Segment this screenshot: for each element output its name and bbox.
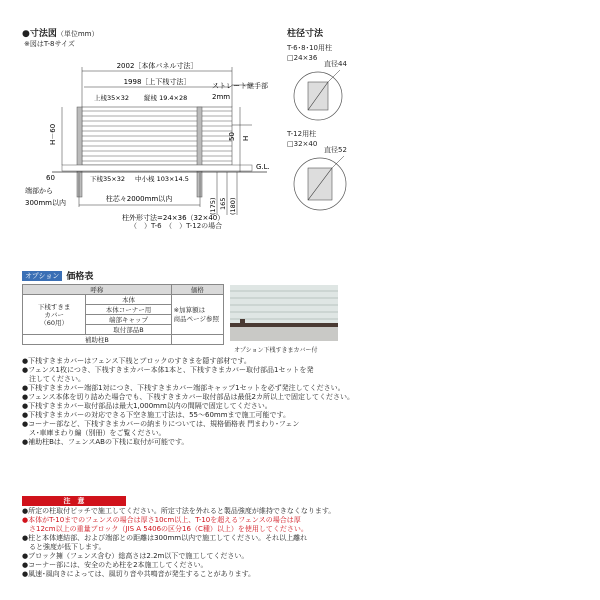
post-pitch-label: 柱芯々2000mm以内 bbox=[105, 195, 173, 203]
dim-175: (175) bbox=[209, 197, 217, 215]
list-item: ●柱と本体連結部、および端部との距離は300mm以内で施工してください。それ以上離れ bbox=[22, 534, 308, 542]
post-1-diagram bbox=[290, 66, 350, 126]
lower-rail-spec: 下桟35×32 bbox=[90, 175, 125, 183]
row-name: 本体コーナー用 bbox=[86, 305, 171, 315]
fence-dimension-drawing bbox=[22, 55, 282, 230]
list-item: ●風速･風向きによっては、風切り音や共鳴音が発生することがあります。 bbox=[22, 570, 256, 578]
list-item: ●補助柱Bは、フェンスABの下桟に取付が可能です。 bbox=[22, 438, 189, 446]
post-1-size: □24×36 bbox=[287, 54, 318, 62]
col-name-header: 呼称 bbox=[23, 285, 172, 295]
row-name: 取付部品B bbox=[86, 325, 171, 335]
dim-180: (180) bbox=[229, 197, 237, 215]
list-item: ●コーナー部など、下桟すきまカバーの納まりについては、規格価格表 門まわり･フェン bbox=[22, 420, 300, 428]
list-item: 注してください。 bbox=[22, 375, 85, 383]
price-note-line-2: 商品ページ参照 bbox=[173, 314, 219, 323]
dim-50: 50 bbox=[228, 132, 236, 141]
row-name: 本体 bbox=[86, 295, 171, 305]
fence-panel bbox=[82, 107, 232, 165]
row-name: 端部キャップ bbox=[86, 315, 171, 325]
list-item: ●コーナー部には、安全のため柱を2本施工してください。 bbox=[22, 561, 208, 569]
dim-165: 165 bbox=[219, 197, 227, 210]
list-item: ●下桟すきまカバーはフェンス下桟とブロックのすきまを隠す部材です。 bbox=[22, 357, 251, 365]
end-distance-label-2: 300mm以内 bbox=[25, 199, 66, 207]
list-item: ●下桟すきまカバー端部1対につき、下桟すきまカバー端部キャップ1セットを必ず発注してください。 bbox=[22, 384, 345, 392]
gl-label: G.L. bbox=[256, 163, 270, 171]
post-1-label: T-6･8･10用柱 bbox=[287, 44, 332, 52]
post-2-size: □32×40 bbox=[287, 140, 318, 148]
list-item: ●本体がT-10までのフェンスの場合は厚さ10cm以上、T-10を超えるフェンスの場合は厚 bbox=[22, 516, 301, 524]
list-item: さ12cm以上の重量ブロック（JIS A 5406の区分16（C種）以上）を使用してください。 bbox=[22, 525, 308, 533]
group-label-line-3: （60用） bbox=[40, 318, 69, 327]
row-name: 補助柱B bbox=[23, 335, 172, 345]
fence-post-right bbox=[197, 107, 202, 197]
price-note-cell bbox=[171, 295, 223, 335]
list-item: ●フェンス1枚につき、下桟すきまカバー本体1本と、下桟すきまカバー取付部品1セットを発 bbox=[22, 366, 314, 374]
fence-post-left bbox=[77, 107, 82, 197]
table-row bbox=[23, 295, 224, 305]
caution-list bbox=[22, 507, 335, 579]
mid-post-spec: 中小桟 103×14.5 bbox=[135, 175, 189, 183]
joint-label: ストレート継手部 bbox=[212, 82, 268, 90]
unit-text: （単位mm） bbox=[56, 30, 99, 38]
title-text: ●寸法図 bbox=[22, 29, 57, 39]
dim-h: H bbox=[242, 135, 250, 141]
product-photo bbox=[230, 285, 338, 341]
post-outer-label-1: 柱外形寸法=24×36（32×40） bbox=[122, 214, 225, 222]
post-outer-label-2: （ ）T-6 （ ）T-12の場合 bbox=[130, 222, 223, 230]
empty-price-cell bbox=[171, 335, 223, 345]
height-minus-60: H－60 bbox=[49, 123, 57, 145]
vertical-rail-spec: 縦桟 19.4×28 bbox=[144, 94, 188, 102]
group-label-cell bbox=[23, 295, 86, 335]
caution-title: 注 意 bbox=[22, 496, 126, 506]
list-item: ス･車庫まわり編（別冊）をご覧ください。 bbox=[22, 429, 166, 437]
option-header bbox=[22, 269, 93, 282]
list-item: ると強度が低下します。 bbox=[22, 543, 106, 551]
block-wall bbox=[62, 165, 252, 171]
table-header-row bbox=[23, 285, 224, 295]
price-table bbox=[22, 284, 224, 345]
list-item: ●ブロック擁（フェンス含む）総高さは2.2m以下で施工してください。 bbox=[22, 552, 249, 560]
image-caption: オプション下桟すきまカバー付 bbox=[234, 347, 318, 354]
post-2-diagram bbox=[290, 152, 354, 216]
col-price-header: 価格 bbox=[171, 285, 223, 295]
post-2-label: T-12用柱 bbox=[287, 130, 317, 138]
post-1-diameter: 直径44 bbox=[324, 60, 347, 68]
price-note-line-1: ※加算額は bbox=[173, 305, 206, 314]
list-item: ●下桟すきまカバー取付部品は最大1,000mm以内の間隔で固定してください。 bbox=[22, 402, 272, 410]
option-notes-list bbox=[22, 357, 354, 447]
end-distance-label-1: 端部から bbox=[25, 187, 53, 195]
upper-rail-spec: 上桟35×32 bbox=[94, 94, 129, 102]
option-badge: オプション bbox=[22, 271, 62, 281]
panel-width-label: 2002［本体パネル寸法］ bbox=[116, 62, 198, 70]
post-2-diameter: 直径52 bbox=[324, 146, 347, 154]
list-item: ●下桟すきまカバーの対応できる下空き施工寸法は、55～60mmまで施工可能です。 bbox=[22, 411, 290, 419]
upper-rail-label: 1998［上下桟寸法］ bbox=[123, 78, 191, 86]
dim-60: 60 bbox=[46, 174, 55, 182]
joint-value: 2mm bbox=[212, 93, 231, 101]
group-label-line-1: 下桟すきま bbox=[37, 302, 71, 311]
list-item: ●フェンス本体を切り詰めた場合でも、下桟すきまカバー取付部品は最低2カ所以上で固定してください。 bbox=[22, 393, 355, 401]
post-dimension-title: 柱径寸法 bbox=[287, 29, 324, 39]
table-row bbox=[23, 335, 224, 345]
drawing-title bbox=[22, 26, 99, 39]
size-note: ※図はT-8サイズ bbox=[24, 40, 75, 48]
group-label-line-2: カバー bbox=[44, 310, 64, 319]
list-item: ●所定の柱取付ピッチで施工してください。所定寸法を外れると製品強度が維持できなくなります。 bbox=[22, 507, 336, 515]
price-table-title: 価格表 bbox=[66, 272, 94, 282]
